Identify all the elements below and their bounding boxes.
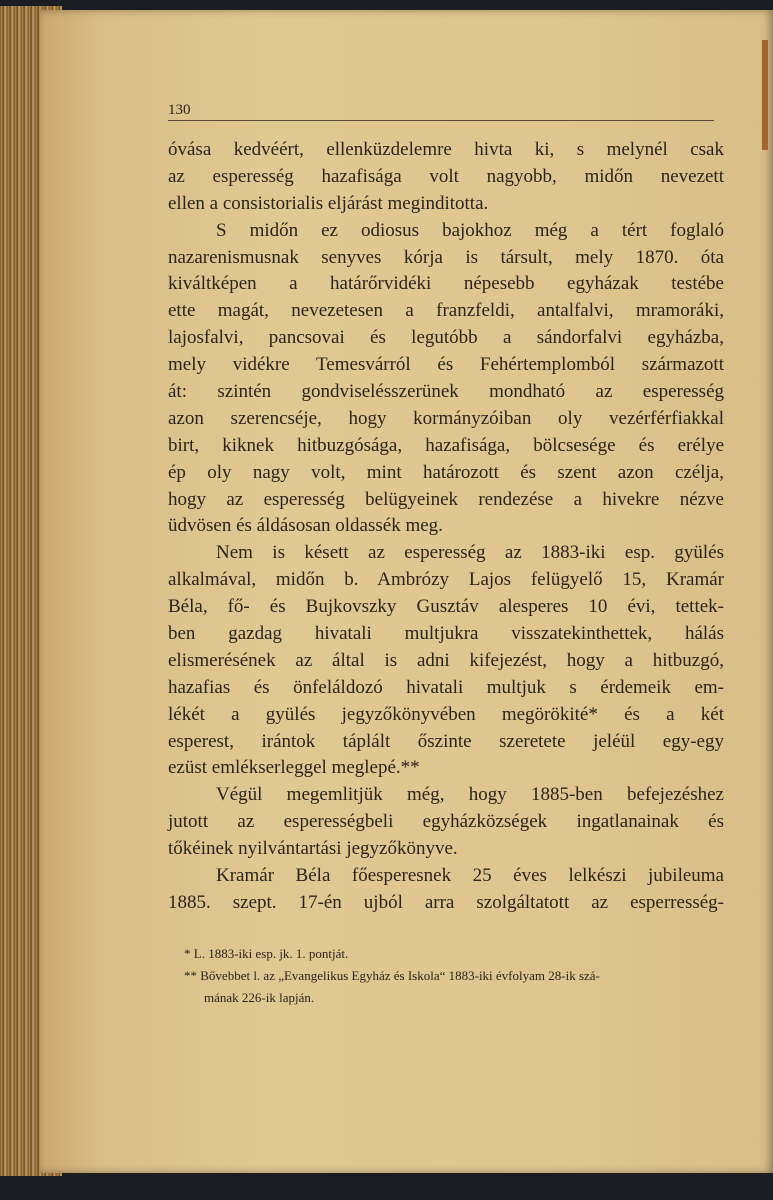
text-line: az esperesség hazafisága volt nagyobb, midőn nevezett — [168, 165, 724, 187]
text-line: S midőn ez odiosus bajokhoz még a tért foglaló — [216, 219, 724, 241]
text-line: át: szintén gondviselésszerünek mondható az esperesség — [168, 381, 724, 403]
text-line: hazafias és önfeláldozó hivatali multjuk s érdemeik em- — [168, 676, 724, 698]
text-line: lékét a gyülés jegyzőkönyvében megörökité* és a két — [168, 703, 724, 725]
text-line: hogy az esperesség belügyeinek rendezése a hivekre nézve — [168, 488, 724, 510]
text-line: ép oly nagy volt, mint határozott és szent azon czélja, — [168, 461, 724, 483]
text-line: tőkéinek nyilvántartási jegyzőkönyve. — [168, 838, 458, 860]
text-line: Nem is késett az esperesség az 1883-iki esp. gyülés — [216, 542, 724, 564]
text-line: ellen a consistorialis eljárást meginditotta. — [168, 192, 489, 214]
text-line: jutott az esperességbeli egyházközségek ingatlanainak és — [168, 811, 724, 833]
footnotes — [172, 943, 726, 1009]
text-line: Végül megemlitjük még, hogy 1885-ben befejezéshez — [216, 784, 724, 806]
body-text — [168, 137, 724, 917]
text-line: Béla, fő- és Bujkovszky Gusztáv alesperes 10 évi, tettek- — [168, 596, 724, 618]
text-line: ben gazdag hivatali multjukra visszatekinthettek, hálás — [168, 623, 724, 645]
text-line: azon szerencséje, hogy kormányzóiban oly vezérférfiakkal — [168, 407, 724, 429]
footnote: ** Bővebbet l. az „Evangelikus Egyház és Iskola“ 1883-iki évfolyam 28-ik szá- — [184, 968, 600, 983]
bookmark-ribbon — [762, 40, 768, 150]
page-number: 130 — [168, 102, 191, 118]
text-line: Kramár Béla főesperesnek 25 éves lelkészi jubileuma — [216, 865, 724, 887]
text-line: kiváltképen a határőrvidéki népesebb egyházak testébe — [168, 273, 724, 295]
text-line: üdvösen és áldásosan oldassék meg. — [168, 515, 443, 537]
text-line: mely vidékre Temesvárról és Fehértemplomból származott — [168, 354, 724, 376]
text-line: birt, kiknek hitbuzgósága, hazafisága, bölcsesége és erélye — [168, 434, 724, 456]
footnote-continuation: mának 226-ik lapján. — [204, 990, 315, 1005]
text-line: ezüst emlékserleggel meglepé.** — [168, 757, 420, 779]
text-line: lajosfalvi, pancsovai és legutóbb a sándorfalvi egyházba, — [168, 327, 724, 349]
text-line: nazarenismusnak senyves kórja is társult, mely 1870. óta — [168, 246, 724, 268]
text-line: ette magát, nevezetesen a franzfeldi, antalfalvi, mramoráki, — [168, 300, 724, 322]
text-line: elismerésének az által is adni kifejezést, hogy a hitbuzgó, — [168, 649, 724, 671]
text-line: esperest, irántok táplált őszinte szeretete jeléül egy-egy — [168, 730, 724, 752]
text-line: óvása kedvéért, ellenküzdelemre hivta ki, s melynél csak — [168, 139, 724, 160]
text-line: 1885. szept. 17-én ujból arra szolgáltatott az esperresség- — [168, 891, 724, 913]
running-head — [168, 102, 714, 121]
text-line: alkalmával, midőn b. Ambrózy Lajos felügyelő 15, Kramár — [168, 569, 724, 591]
footnote: * L. 1883-iki esp. jk. 1. pontját. — [184, 946, 349, 961]
